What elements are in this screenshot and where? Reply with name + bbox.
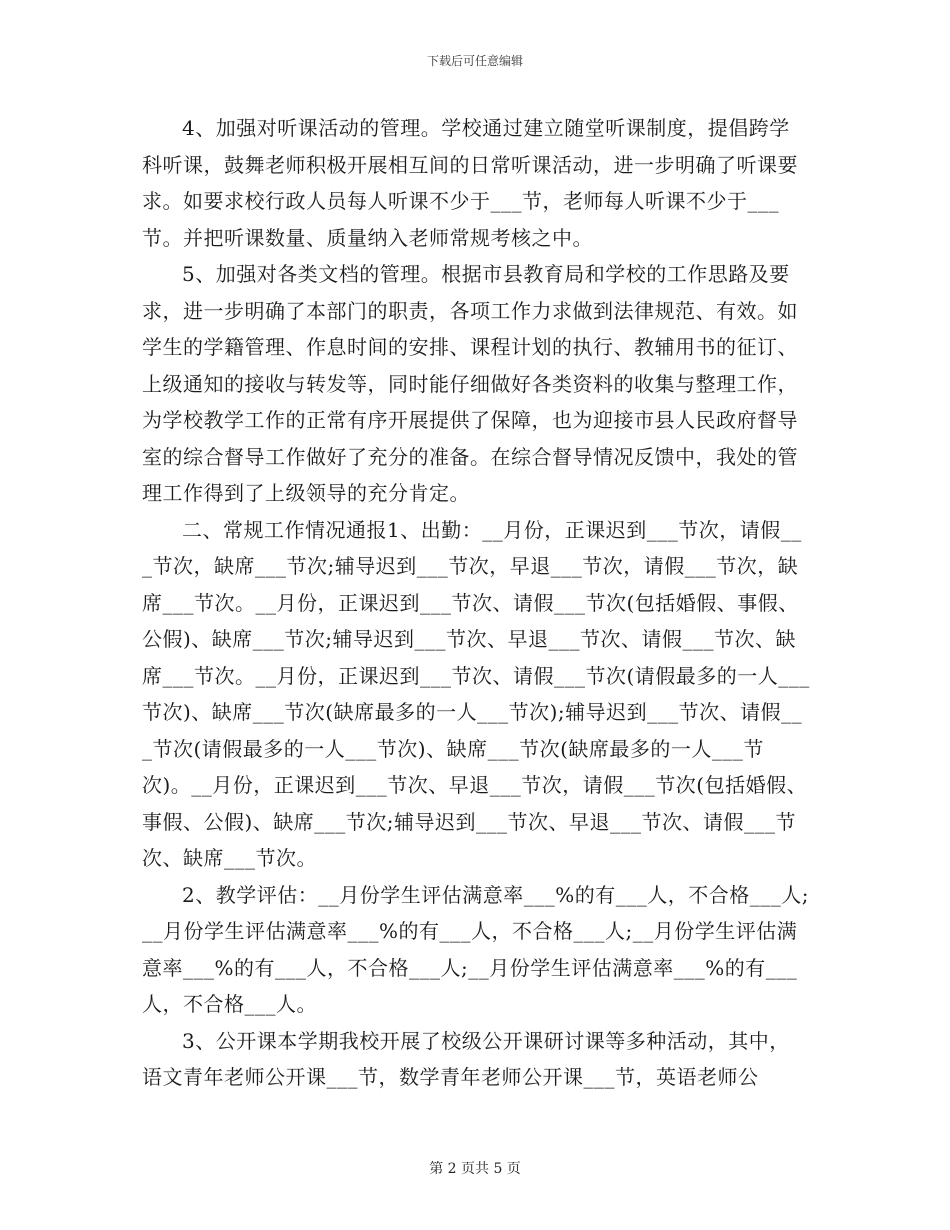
paragraph-open-classes: 3、公开课本学期我校开展了校级公开课研讨课等多种活动，其中，语文青年老师公开课___节，数学青年老师公开课___节，英语老师公 bbox=[142, 1028, 790, 1089]
paragraph-document-management: 5、加强对各类文档的管理。根据市县教育局和学校的工作思路及要求，进一步明确了本部门的职责，各项工作力求做到法律规范、有效。如学生的学籍管理、作息时间的安排、课程计划的执行、教辅用书的征订、上级通知的接收与转发等，同时能仔细做好各类资料的收集与整理工作，为学校教学工作的正常有序开展提供了保障，也为迎接市县人民政府督导室的综合督导工作做好了充分的准备。在综合督导情况反馈中，我处的管理工作得到了上级领导的充分肯定。 bbox=[142, 262, 798, 505]
document-body bbox=[142, 110, 810, 1096]
paragraph-attendance-report: 二、常规工作情况通报1、出勤：__月份，正课迟到___节次，请假___节次，缺席___节次;辅导迟到___节次，早退___节次，请假___节次，缺席___节次。__月份，正课迟到___节次、请假___节次(包括婚假、事假、公假)、缺席___节次;辅导迟到___节次、早退___节次、请假___节次、缺席___节次。__月份，正课迟到___节次、请假___节次(请假最多的一人___节次)、缺席___节次(缺席最多的一人___节次);辅导迟到___节次、请假___节次(请假最多的一人___节次)、缺席___节次(缺席最多的一人___节次)。__月份，正课迟到___节次、早退___节次，请假___节次(包括婚假、事假、公假)、缺席___节次;辅导迟到___节次、早退___节次、请假___节次、缺席___节次。 bbox=[142, 517, 810, 870]
page-footer: 第 2 页共 5 页 bbox=[429, 1161, 521, 1177]
paragraph-teaching-evaluation: 2、教学评估：__月份学生评估满意率___%的有___人，不合格___人;__月份学生评估满意率___%的有___人，不合格___人;__月份学生评估满意率___%的有___人，不合格___人;__月份学生评估满意率___%的有___人，不合格___人。 bbox=[142, 882, 809, 1016]
page-header: 下载后可任意编辑 bbox=[426, 54, 523, 68]
paragraph-listening-management: 4、加强对听课活动的管理。学校通过建立随堂听课制度，提倡跨学科听课，鼓舞老师积极开展相互间的日常听课活动，进一步明确了听课要求。如要求校行政人员每人听课不少于___节，老师每人听课不少于___节。并把听课数量、质量纳入老师常规考核之中。 bbox=[142, 116, 798, 250]
